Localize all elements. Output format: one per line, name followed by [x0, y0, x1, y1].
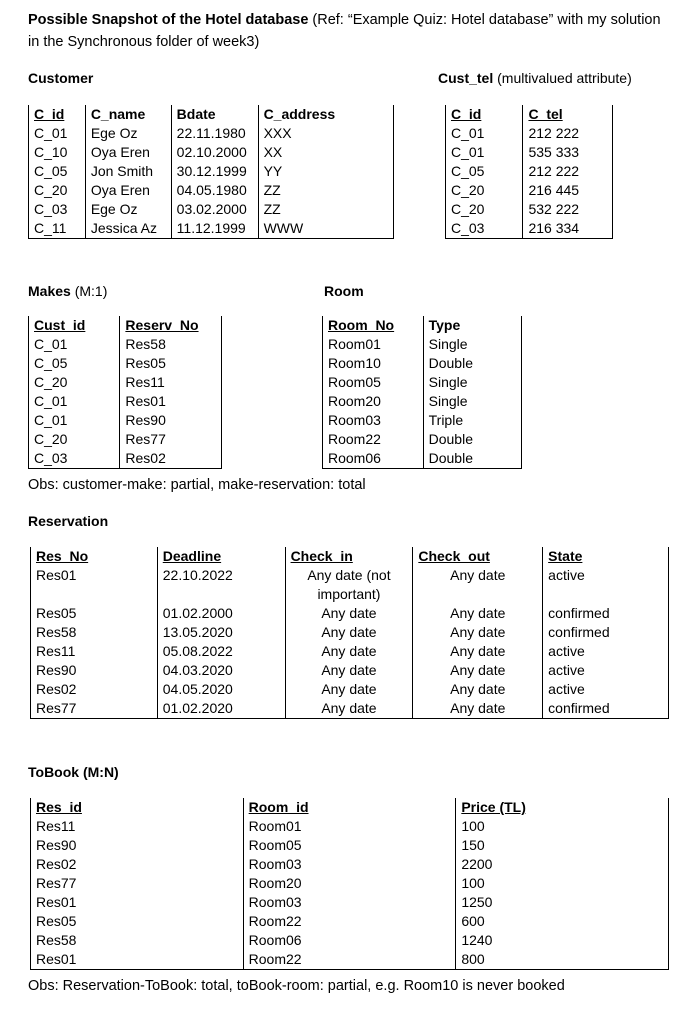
table-cell: 01.02.2020 [157, 699, 285, 719]
table-cell: Any date [285, 642, 413, 661]
cust-tel-table [445, 105, 613, 239]
table-cell: Single [423, 335, 521, 354]
table-cell: Room03 [323, 411, 424, 430]
table-cell: C_01 [29, 411, 120, 430]
table-cell: C_05 [29, 354, 120, 373]
table-cell: 1250 [456, 893, 669, 912]
table-cell: Double [423, 449, 521, 469]
table-cell: Any date [285, 699, 413, 719]
reservation-header-row [31, 547, 669, 566]
table-cell: C_11 [29, 219, 86, 239]
table-cell: Any date [285, 604, 413, 623]
table-cell: C_20 [29, 430, 120, 449]
column-header [29, 105, 86, 124]
table-cell: active [543, 642, 669, 661]
column-header [323, 316, 424, 335]
column-header-text: C_id [34, 106, 65, 122]
table-cell: Jon Smith [85, 162, 171, 181]
table-cell: Res90 [31, 661, 158, 680]
table-cell: Res11 [31, 642, 158, 661]
table-cell: C_01 [446, 143, 523, 162]
makes-label-note: (M:1) [70, 283, 108, 299]
table-cell: C_01 [29, 124, 86, 143]
table-cell: C_01 [29, 335, 120, 354]
table-cell: Res05 [31, 604, 158, 623]
table-cell: 04.03.2020 [157, 661, 285, 680]
table-cell: C_20 [29, 181, 86, 200]
table-cell: Res02 [120, 449, 222, 469]
table-cell: confirmed [543, 699, 669, 719]
table-row [31, 604, 669, 623]
column-header [243, 798, 456, 817]
table-cell: Res90 [31, 836, 244, 855]
table-row [323, 373, 522, 392]
column-header-text: C_id [451, 106, 482, 122]
column-header-text: Room_No [328, 317, 395, 333]
room-header-row [323, 316, 522, 335]
table-cell: 800 [456, 950, 669, 970]
column-header-text: C_address [263, 106, 336, 122]
table-cell: Any date [413, 642, 543, 661]
table-cell: 05.08.2022 [157, 642, 285, 661]
table-row [31, 817, 669, 836]
tobook-table [30, 798, 669, 970]
table-row [29, 181, 394, 200]
column-header [285, 547, 413, 566]
table-cell: 04.05.1980 [171, 181, 258, 200]
table-cell: Res02 [31, 855, 244, 874]
table-cell: Ege Oz [85, 200, 171, 219]
table-row [29, 162, 394, 181]
table-cell: 212 222 [523, 162, 613, 181]
intro-paragraph [28, 9, 668, 53]
column-header-text: C_name [90, 106, 146, 122]
table-cell: 22.11.1980 [171, 124, 258, 143]
column-header-text: Res_id [36, 799, 82, 815]
table-cell: 02.10.2000 [171, 143, 258, 162]
table-cell: C_20 [446, 181, 523, 200]
table-row [29, 392, 222, 411]
table-cell: Res58 [31, 623, 158, 642]
table-row [31, 661, 669, 680]
table-cell: Any date [413, 623, 543, 642]
table-row [31, 623, 669, 642]
column-header-text: State [548, 548, 583, 564]
table-cell: Any date [413, 661, 543, 680]
table-cell: active [543, 680, 669, 699]
table-cell: C_01 [29, 392, 120, 411]
table-cell: 216 445 [523, 181, 613, 200]
table-cell: Double [423, 430, 521, 449]
table-cell: ZZ [258, 200, 393, 219]
column-header-text: Res_No [36, 548, 89, 564]
table-row [31, 912, 669, 931]
table-cell: Room22 [323, 430, 424, 449]
table-cell: C_10 [29, 143, 86, 162]
intro-reference: (Ref: “Example Quiz: Hotel database” with my solution in the Synchronous folder of week3) [28, 12, 661, 50]
cust-tel-label-bold: Cust_tel [438, 70, 494, 86]
table-row [323, 449, 522, 469]
table-cell: ZZ [258, 181, 393, 200]
table-cell: Res02 [31, 680, 158, 699]
table-cell: 535 333 [523, 143, 613, 162]
customer-table [28, 105, 394, 239]
table-row [29, 143, 394, 162]
table-row [446, 162, 613, 181]
table-cell: confirmed [543, 604, 669, 623]
table-cell: Room06 [323, 449, 424, 469]
table-cell: Ege Oz [85, 124, 171, 143]
table-cell: C_05 [29, 162, 86, 181]
tobook-header-row [31, 798, 669, 817]
table-cell: Res77 [31, 699, 158, 719]
table-cell: Any date [413, 680, 543, 699]
table-row [29, 449, 222, 469]
table-cell: 04.05.2020 [157, 680, 285, 699]
table-cell: Res01 [31, 566, 158, 604]
table-row [323, 392, 522, 411]
table-cell: 22.10.2022 [157, 566, 285, 604]
table-cell: Any date [413, 604, 543, 623]
table-cell: 100 [456, 817, 669, 836]
table-cell: Res77 [120, 430, 222, 449]
table-cell: Res90 [120, 411, 222, 430]
table-cell: Room06 [243, 931, 456, 950]
table-cell: Room03 [243, 893, 456, 912]
table-cell: Res01 [31, 950, 244, 970]
table-cell: Double [423, 354, 521, 373]
table-row [31, 950, 669, 970]
table-row [31, 836, 669, 855]
table-cell: Jessica Az [85, 219, 171, 239]
table-cell: active [543, 566, 669, 604]
column-header-text: Reserv_No [125, 317, 199, 333]
table-cell: C_03 [29, 449, 120, 469]
table-cell: Room22 [243, 950, 456, 970]
table-cell: 532 222 [523, 200, 613, 219]
makes-observation: Obs: customer-make: partial, make-reservation: total [28, 477, 366, 493]
table-cell: Res58 [31, 931, 244, 950]
tobook-label: ToBook (M:N) [28, 764, 119, 780]
table-cell: 212 222 [523, 124, 613, 143]
column-header [258, 105, 393, 124]
table-cell: Room01 [323, 335, 424, 354]
column-header [29, 316, 120, 335]
table-cell: C_20 [29, 373, 120, 392]
column-header [120, 316, 222, 335]
table-row [31, 680, 669, 699]
table-cell: C_01 [446, 124, 523, 143]
table-cell: active [543, 661, 669, 680]
table-cell: WWW [258, 219, 393, 239]
table-row [29, 430, 222, 449]
table-cell: 100 [456, 874, 669, 893]
makes-label [28, 283, 107, 299]
reservation-table [30, 547, 669, 719]
table-row [29, 373, 222, 392]
table-row [29, 124, 394, 143]
table-row [31, 931, 669, 950]
table-cell: 1240 [456, 931, 669, 950]
table-cell: C_03 [446, 219, 523, 239]
table-cell: Room05 [323, 373, 424, 392]
table-row [31, 893, 669, 912]
table-cell: YY [258, 162, 393, 181]
table-row [31, 566, 669, 604]
table-cell: XX [258, 143, 393, 162]
table-row [29, 200, 394, 219]
cust-tel-header-row [446, 105, 613, 124]
table-cell: C_05 [446, 162, 523, 181]
table-row [31, 855, 669, 874]
table-cell: Room20 [243, 874, 456, 893]
column-header [31, 798, 244, 817]
table-row [446, 124, 613, 143]
column-header [456, 798, 669, 817]
table-cell: Oya Eren [85, 181, 171, 200]
table-row [446, 143, 613, 162]
table-cell: Room03 [243, 855, 456, 874]
table-cell: Single [423, 392, 521, 411]
column-header-text: C_tel [528, 106, 563, 122]
table-cell: Res77 [31, 874, 244, 893]
table-row [323, 430, 522, 449]
reservation-label: Reservation [28, 513, 109, 529]
table-cell: Any date [413, 566, 543, 604]
table-cell: 600 [456, 912, 669, 931]
table-cell: Any date [285, 680, 413, 699]
table-cell: Any date [285, 661, 413, 680]
column-header [423, 316, 521, 335]
table-cell: C_03 [29, 200, 86, 219]
table-cell: Any date [285, 623, 413, 642]
table-cell: Res58 [120, 335, 222, 354]
column-header-text: Check_in [290, 548, 353, 564]
table-cell: 01.02.2000 [157, 604, 285, 623]
table-cell: confirmed [543, 623, 669, 642]
table-cell: Res05 [120, 354, 222, 373]
table-cell: Triple [423, 411, 521, 430]
table-cell: Single [423, 373, 521, 392]
table-cell: Room05 [243, 836, 456, 855]
table-row [31, 874, 669, 893]
table-row [31, 642, 669, 661]
table-cell: Res11 [120, 373, 222, 392]
table-row [29, 335, 222, 354]
table-cell: Res05 [31, 912, 244, 931]
table-row [31, 699, 669, 719]
column-header [523, 105, 613, 124]
column-header [85, 105, 171, 124]
column-header-text: Room_id [248, 799, 309, 815]
table-row [446, 200, 613, 219]
tobook-observation: Obs: Reservation-ToBook: total, toBook-room: partial, e.g. Room10 is never booked [28, 978, 565, 994]
table-cell: Room20 [323, 392, 424, 411]
intro-title: Possible Snapshot of the Hotel database [28, 12, 309, 28]
table-cell: 216 334 [523, 219, 613, 239]
customer-label: Customer [28, 70, 94, 86]
table-cell: 150 [456, 836, 669, 855]
table-cell: 30.12.1999 [171, 162, 258, 181]
table-cell: 11.12.1999 [171, 219, 258, 239]
table-row [323, 411, 522, 430]
column-header-text: Type [428, 317, 461, 333]
table-cell: 2200 [456, 855, 669, 874]
table-row [29, 411, 222, 430]
table-row [446, 219, 613, 239]
room-table [322, 316, 522, 469]
column-header [413, 547, 543, 566]
table-cell: Room01 [243, 817, 456, 836]
table-cell: Any date (not important) [285, 566, 413, 604]
table-row [29, 219, 394, 239]
table-row [323, 335, 522, 354]
column-header [171, 105, 258, 124]
column-header-text: Deadline [162, 548, 222, 564]
table-cell: Room10 [323, 354, 424, 373]
column-header [446, 105, 523, 124]
customer-header-row [29, 105, 394, 124]
room-label: Room [324, 283, 364, 299]
column-header-text: Check_out [418, 548, 490, 564]
column-header-text: Price (TL) [461, 799, 526, 815]
table-cell: 03.02.2000 [171, 200, 258, 219]
makes-label-bold: Makes [28, 283, 71, 299]
column-header-text: Bdate [176, 106, 216, 122]
column-header [157, 547, 285, 566]
makes-header-row [29, 316, 222, 335]
table-cell: 13.05.2020 [157, 623, 285, 642]
column-header [31, 547, 158, 566]
table-cell: C_20 [446, 200, 523, 219]
column-header-text: Cust_id [34, 317, 86, 333]
table-cell: Room22 [243, 912, 456, 931]
cust-tel-label-note: (multivalued attribute) [493, 70, 632, 86]
table-cell: Res01 [31, 893, 244, 912]
table-row [323, 354, 522, 373]
table-cell: Res11 [31, 817, 244, 836]
table-row [29, 354, 222, 373]
table-cell: XXX [258, 124, 393, 143]
makes-table [28, 316, 222, 469]
cust-tel-label [438, 70, 632, 86]
table-cell: Any date [413, 699, 543, 719]
table-cell: Oya Eren [85, 143, 171, 162]
column-header [543, 547, 669, 566]
table-cell: Res01 [120, 392, 222, 411]
table-row [446, 181, 613, 200]
